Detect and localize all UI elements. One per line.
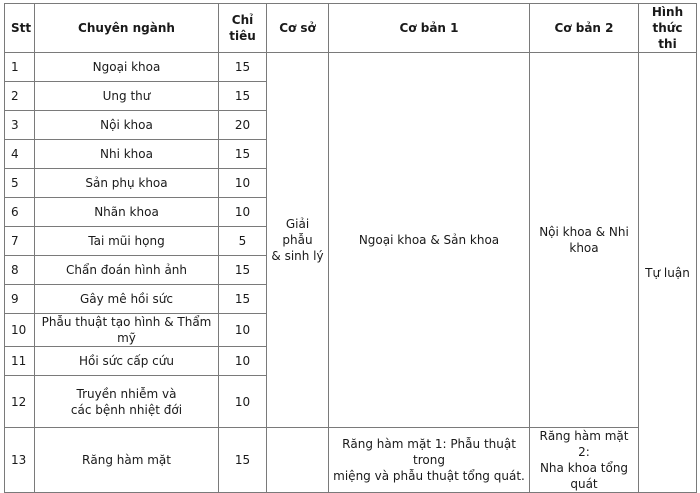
basic1-dental-cell: Răng hàm mặt 1: Phẫu thuật trong miệng và phẫu thuật tổng quát.: [329, 428, 530, 493]
row-stt: 3: [5, 111, 35, 140]
row-major: Nhi khoa: [35, 140, 219, 169]
row-quota: 20: [219, 111, 267, 140]
row-quota: 10: [219, 376, 267, 428]
row-stt: 13: [5, 428, 35, 493]
row-major: Răng hàm mặt: [35, 428, 219, 493]
row-major: Nội khoa: [35, 111, 219, 140]
table-row: [5, 428, 697, 493]
row-major: Sản phụ khoa: [35, 169, 219, 198]
row-stt: 7: [5, 227, 35, 256]
row-quota: 15: [219, 53, 267, 82]
row-quota: 10: [219, 314, 267, 347]
row-stt: 10: [5, 314, 35, 347]
header-quota: Chỉ tiêu: [219, 4, 267, 53]
base-subject-cell: Giải phẫu & sinh lý: [267, 53, 329, 428]
row-major: Phẫu thuật tạo hình & Thẩm mỹ: [35, 314, 219, 347]
base-dental-cell: [267, 428, 329, 493]
row-quota: 15: [219, 140, 267, 169]
row-quota: 10: [219, 169, 267, 198]
row-major: Nhãn khoa: [35, 198, 219, 227]
header-row: [5, 4, 697, 53]
row-stt: 12: [5, 376, 35, 428]
row-major: Tai mũi họng: [35, 227, 219, 256]
row-quota: 10: [219, 347, 267, 376]
row-stt: 4: [5, 140, 35, 169]
row-stt: 5: [5, 169, 35, 198]
row-quota: 5: [219, 227, 267, 256]
header-stt: Stt: [5, 4, 35, 53]
row-stt: 11: [5, 347, 35, 376]
row-major: Ung thư: [35, 82, 219, 111]
basic2-dental-cell: Răng hàm mặt 2: Nha khoa tổng quát: [530, 428, 639, 493]
header-major: Chuyên ngành: [35, 4, 219, 53]
row-major: Hồi sức cấp cứu: [35, 347, 219, 376]
row-stt: 6: [5, 198, 35, 227]
row-major: Gây mê hồi sức: [35, 285, 219, 314]
table-row: [5, 53, 697, 82]
header-base: Cơ sở: [267, 4, 329, 53]
row-quota: 15: [219, 428, 267, 493]
header-basic2: Cơ bản 2: [530, 4, 639, 53]
row-quota: 10: [219, 198, 267, 227]
row-quota: 15: [219, 285, 267, 314]
row-stt: 1: [5, 53, 35, 82]
row-quota: 15: [219, 256, 267, 285]
row-stt: 9: [5, 285, 35, 314]
row-major: Chẩn đoán hình ảnh: [35, 256, 219, 285]
basic1-general-cell: Ngoại khoa & Sản khoa: [329, 53, 530, 428]
row-stt: 8: [5, 256, 35, 285]
row-major: Ngoại khoa: [35, 53, 219, 82]
header-basic1: Cơ bản 1: [329, 4, 530, 53]
row-stt: 2: [5, 82, 35, 111]
basic2-general-cell: Nội khoa & Nhi khoa: [530, 53, 639, 428]
header-exam-form: Hình thức thi: [639, 4, 697, 53]
row-major: Truyền nhiễm và các bệnh nhiệt đới: [35, 376, 219, 428]
exam-form-cell: Tự luận: [639, 53, 697, 493]
exam-table: [4, 3, 697, 493]
row-quota: 15: [219, 82, 267, 111]
